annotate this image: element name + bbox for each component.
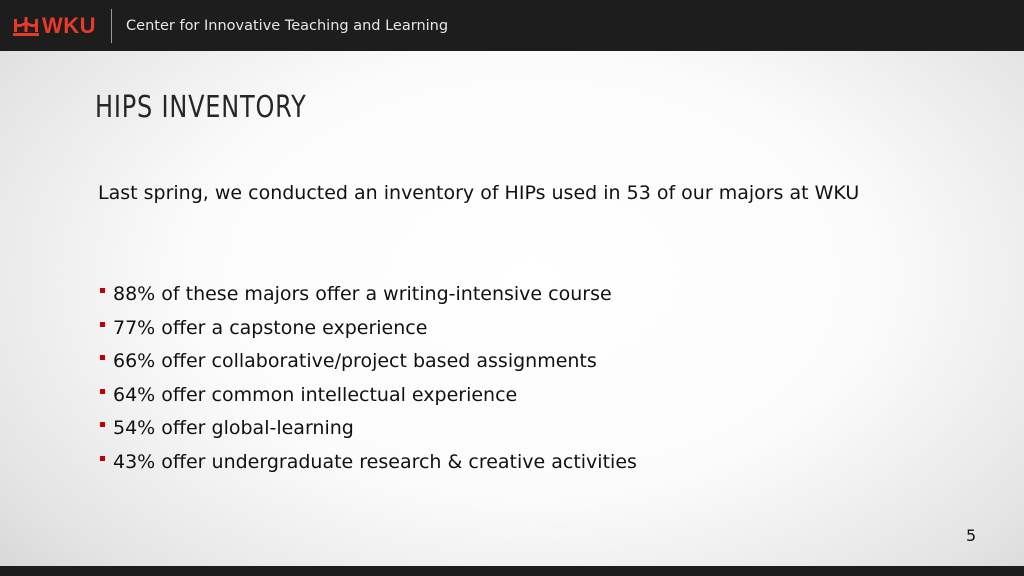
- square-bullet-icon: [100, 355, 105, 360]
- slide-title: HIPS INVENTORY: [95, 90, 307, 125]
- wku-logo: [13, 13, 96, 39]
- bullet-text: 77% offer a capstone experience: [113, 316, 428, 339]
- bullet-text: 43% offer undergraduate research & creative activities: [113, 450, 637, 473]
- bullet-item: [100, 415, 637, 449]
- center-name: Center for Innovative Teaching and Learning: [126, 17, 449, 34]
- footer-bar: [0, 566, 1024, 576]
- bullet-text: 66% offer collaborative/project based assignments: [113, 350, 597, 373]
- square-bullet-icon: [100, 322, 105, 327]
- bullet-list: [100, 281, 637, 483]
- header-bar: [0, 0, 1024, 51]
- bullet-item: [100, 281, 637, 315]
- logo-wordmark: WKU: [42, 12, 97, 38]
- bullet-text: 54% offer global-learning: [113, 417, 354, 440]
- square-bullet-icon: [100, 422, 105, 427]
- square-bullet-icon: [100, 456, 105, 461]
- bullet-item: [100, 348, 637, 382]
- bullet-item: [100, 449, 637, 483]
- header-divider: [111, 9, 112, 43]
- intro-text: Last spring, we conducted an inventory of HIPs used in 53 of our majors at WKU: [98, 182, 860, 204]
- bullet-item: [100, 382, 637, 416]
- bullet-text: 88% of these majors offer a writing-intensive course: [113, 283, 612, 305]
- square-bullet-icon: [100, 389, 105, 394]
- square-bullet-icon: [100, 288, 105, 293]
- bullet-text: 64% offer common intellectual experience: [113, 383, 518, 406]
- page-number: 5: [966, 526, 977, 545]
- wku-cupola-logo-icon: [13, 14, 39, 38]
- bullet-item: [100, 315, 637, 349]
